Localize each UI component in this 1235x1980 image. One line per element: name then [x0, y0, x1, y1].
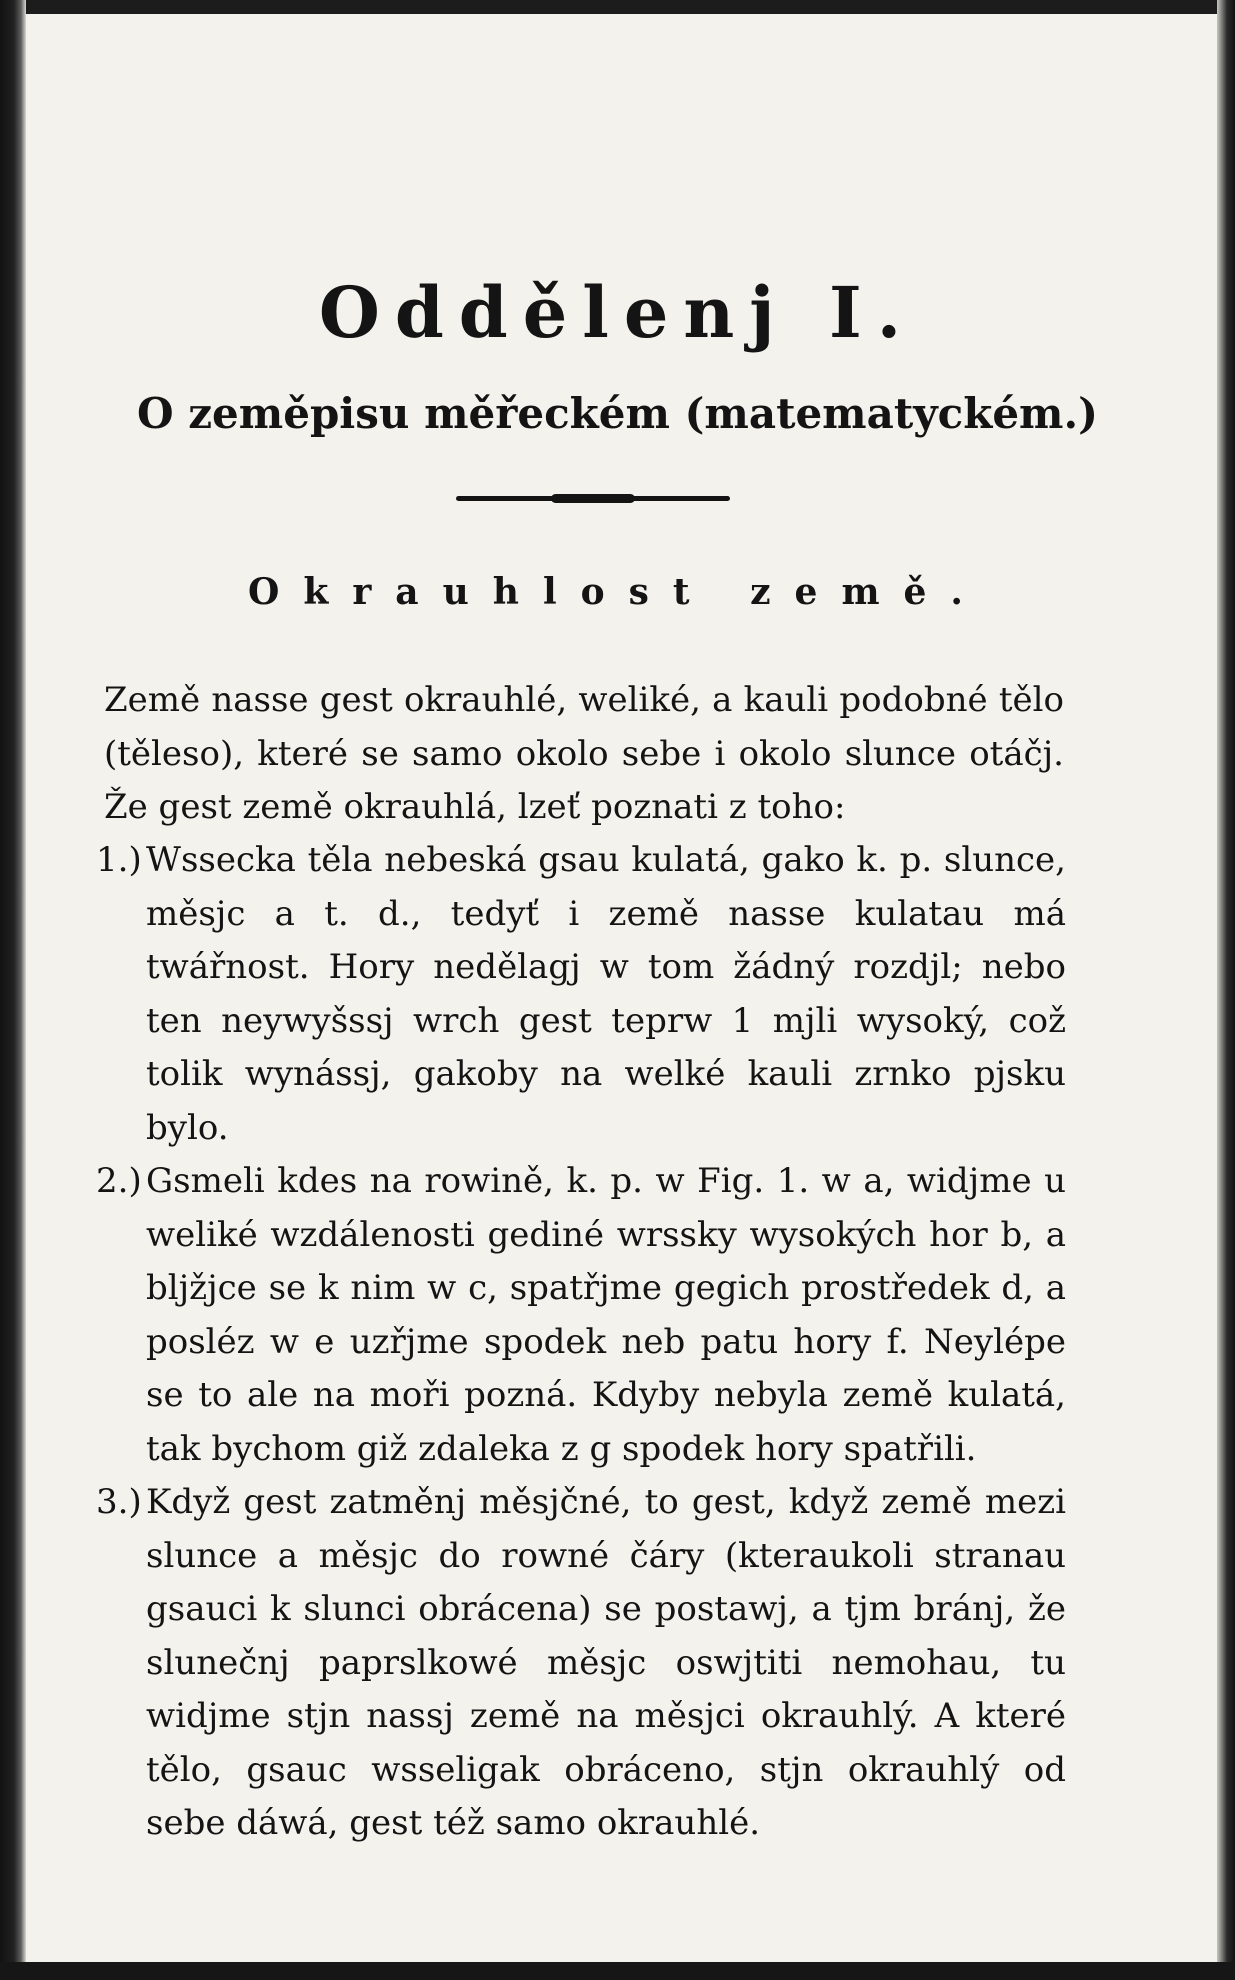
list-item — [96, 834, 1066, 1155]
list-item-text: Gsmeli kdes na rowině, k. p. w Fig. 1. w a, widjme u weliké wzdálenosti gediné wrssky wysokých hor b, a bljžjce se k nim w c, spatřjme gegich prostředek d, a posléz w e uzřjme spodek neb patu hory f. Neylépe se to ale na moři pozná. Kdyby nebyla země kulatá, tak bychom giž zdaleka z g spodek hory spatřili. — [146, 1161, 1066, 1469]
page-subtitle: O zeměpisu měřeckém (matematyckém.) — [137, 389, 1098, 438]
list-item-text: Když gest zatměnj měsjčné, to gest, když země mezi slunce a měsjc do rowné čáry (kteraukoli stranau gsauci k slunci obrácena) se postawj, a tjm bránj, že slunečnj paprslkowé měsjc oswjtiti nemohau, tu widjme stjn nassj země na měsjci okrauhlý. A které tělo, gsauc wsseligak obráceno, stjn okrauhlý od sebe dáwá, gest též samo okrauhlé. — [146, 1482, 1066, 1843]
page-title: Oddělenj I. — [318, 271, 917, 354]
section-heading: Okrauhlost země. — [248, 571, 987, 613]
title-divider — [456, 496, 730, 501]
scan-edge-bottom — [0, 1962, 1235, 1980]
list-item-text: Wssecka těla nebeská gsau kulatá, gako k. p. slunce, měsjc a t. d., tedyť i země nasse kulatau má twářnost. Hory nedělagj w tom žádný rozdjl; nebo ten neywyšssj wrch gest teprw 1 mjli wysoký, což tolik wynássj, gakoby na welké kauli zrnko pjsku bylo. — [146, 840, 1066, 1148]
list-item-number: 3.) — [96, 1482, 142, 1522]
list-item — [96, 1476, 1066, 1851]
intro-paragraph: Země nasse gest okrauhlé, weliké, a kauli podobné tělo (těleso), které se samo okolo sebe i okolo slunce otáčj. Že gest země okrauhlá, lzeť poznati z toho: — [104, 680, 1064, 827]
scan-edge-top — [0, 0, 1235, 14]
list-item-number: 2.) — [96, 1161, 142, 1201]
numbered-list — [96, 834, 1066, 1851]
list-item — [96, 1155, 1066, 1476]
list-item-number: 1.) — [96, 840, 142, 880]
